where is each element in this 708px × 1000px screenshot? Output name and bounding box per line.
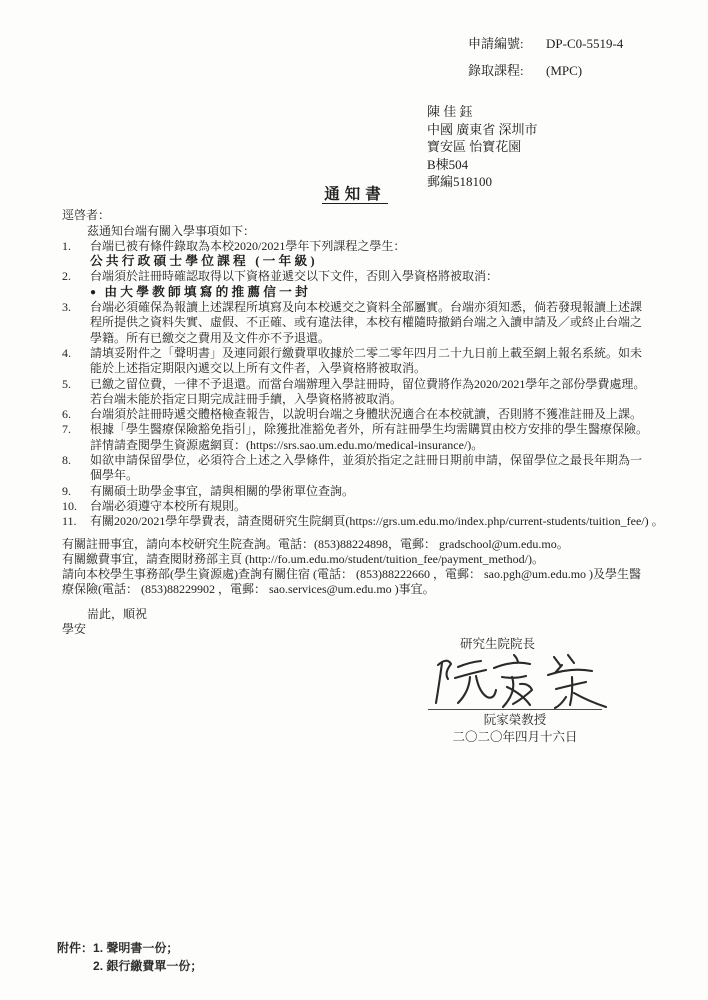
item-text: 已繳之留位費，一律不予退還。而當台端辦理入學註冊時，留位費將作為2020/2021學年之部份學費處理。若台端未能於指定日期完成註冊手續，入學資格將被取消。	[90, 376, 646, 406]
contact-line-housing-insurance: 請向本校學生事務部(學生資源處)查詢有關住宿 (電話： (853)88222660 ，電郵： sao.pgh@um.edu.mo )及學生醫療保險(電話： (853)88229902 ，電郵： sao.services@um.edu.mo )事宜。	[62, 567, 642, 597]
item-text: 有關碩士助學金事宜，請與相關的學術單位查詢。	[90, 483, 355, 498]
list-item-sub	[62, 254, 648, 269]
attachments-list	[93, 940, 202, 975]
item-text: 台端已被有條件錄取為本校2020/2021學年下列課程之學生：	[90, 238, 406, 253]
bullet-icon: ●	[90, 286, 99, 298]
address-line: 中國 廣東省 深圳市	[427, 121, 538, 137]
contact-info	[62, 537, 648, 598]
letter-date: 二〇二〇年四月十六日	[452, 730, 578, 745]
contact-line-registration: 有關註冊事宜，請向本校研究生院查詢。電話：(853)88224898，電郵： gradschool@um.edu.mo。	[62, 536, 569, 551]
list-item	[62, 484, 648, 499]
item-number: 7.	[62, 422, 71, 437]
valediction	[62, 607, 648, 638]
item-number: 10.	[62, 498, 77, 513]
list-item	[62, 422, 648, 453]
program-name-line: 公共行政碩士學位課程 (一年級)	[90, 254, 318, 269]
item-text: 如欲申請保留學位，必須符合上述之入學條件，並須於指定之註冊日期前申請，保留學位之最長年期為一個學年。	[90, 453, 643, 483]
item-text: 台端須於註冊時遞交體格檢查報告，以說明台端之身體狀況適合在本校就讀，否則將不獲准註冊及上課。	[90, 407, 643, 422]
item-number: 2.	[62, 269, 71, 284]
attachment-item: 1. 聲明書一份；	[93, 941, 179, 955]
handwritten-signature	[428, 651, 608, 709]
attachment-item: 2. 銀行繳費單一份；	[93, 958, 203, 973]
item-number: 8.	[62, 453, 71, 468]
item-number: 9.	[62, 483, 71, 498]
item-text: 根據「學生醫療保險豁免指引」，除獲批准豁免者外，所有註冊學生均需購買由校方安排的學生醫療保險。詳情請查閱學生資源處網頁：(https://srs.sao.um.edu.mo/medical-insurance/)。	[90, 422, 649, 452]
list-item	[62, 453, 648, 484]
item-number: 4.	[62, 345, 71, 360]
letter-body	[62, 186, 664, 762]
item-number: 1.	[62, 238, 71, 253]
list-item	[62, 407, 648, 422]
item-number: 6.	[62, 407, 71, 422]
salutation: 逕啓者：	[62, 208, 111, 223]
program-value: (MPC)	[546, 63, 583, 78]
list-item	[62, 377, 648, 408]
attachments-block	[57, 940, 202, 975]
list-item	[62, 499, 648, 514]
list-item-sub	[62, 285, 648, 300]
item-text: 台端必須確保為報讀上述課程所填寫及向本校遞交之資料全部屬實。台端亦須知悉，倘若發現報讀上述課程所提供之資料失實、虛假、不正確、或有違法律，本校有權隨時撤銷台端之入讀申請及／或終止台端之學籍。所有已繳交之費用及文件亦不予退還。	[90, 300, 643, 345]
program-row	[468, 57, 623, 84]
valediction-line2: 學安	[62, 622, 87, 637]
address-line: 寶安區 怡寶花園	[427, 139, 522, 155]
header-meta	[468, 30, 623, 84]
address-line: B棟504	[427, 156, 469, 172]
contact-line-payment: 有關繳費事宜，請查閱財務部主頁 (http://fo.um.edu.mo/student/tuition_fee/payment_method/)。	[62, 551, 544, 566]
signature-block	[62, 637, 648, 762]
application-number-label: 申請編號:	[468, 36, 524, 51]
list-item	[62, 346, 648, 377]
recipient-name: 陳 佳 鈺	[427, 104, 473, 119]
address-line: 郵編518100	[427, 174, 493, 190]
list-item	[62, 514, 664, 529]
letter-title: 通知書	[324, 186, 386, 203]
item-number: 5.	[62, 376, 71, 391]
list-item	[62, 239, 648, 254]
list-item	[62, 269, 648, 284]
required-document-line: ● 由大學教師填寫的推薦信一封	[90, 284, 311, 299]
item-text: 台端須於註冊時確認取得以下資格並遞交以下文件，否則入學資格將被取消：	[90, 269, 499, 284]
item-number: 11.	[62, 514, 77, 529]
list-item	[62, 300, 648, 346]
attachments-label: 附件：	[57, 941, 94, 955]
item-number: 3.	[62, 300, 71, 315]
item-text: 請填妥附件之「聲明書」及連同銀行繳費單收據於二零二零年四月二十九日前上載至網上報名系統。如未能於上述指定期限內遞交以上所有文件者，入學資格將被取消。	[90, 345, 643, 376]
application-number-row	[468, 30, 623, 57]
signer-name: 阮家榮教授	[483, 713, 547, 728]
application-number-value: DP-C0-5519-4	[546, 36, 624, 51]
recipient-address	[427, 103, 538, 191]
signature-rule	[428, 709, 602, 710]
signer-title: 研究生院院長	[460, 637, 536, 652]
item-text: 有關2020/2021學年學費表，請查閱研究生院網頁(https://grs.um.edu.mo/index.php/current-students/tuition_fee/) 。	[90, 514, 664, 529]
item-text: 台端必須遵守本校所有規則。	[90, 498, 247, 513]
notice-list	[62, 238, 664, 530]
valediction-line1: 耑此，順祝	[87, 606, 148, 621]
intro-line: 茲通知台端有關入學事項如下：	[87, 223, 256, 238]
program-label: 錄取課程:	[468, 63, 524, 78]
